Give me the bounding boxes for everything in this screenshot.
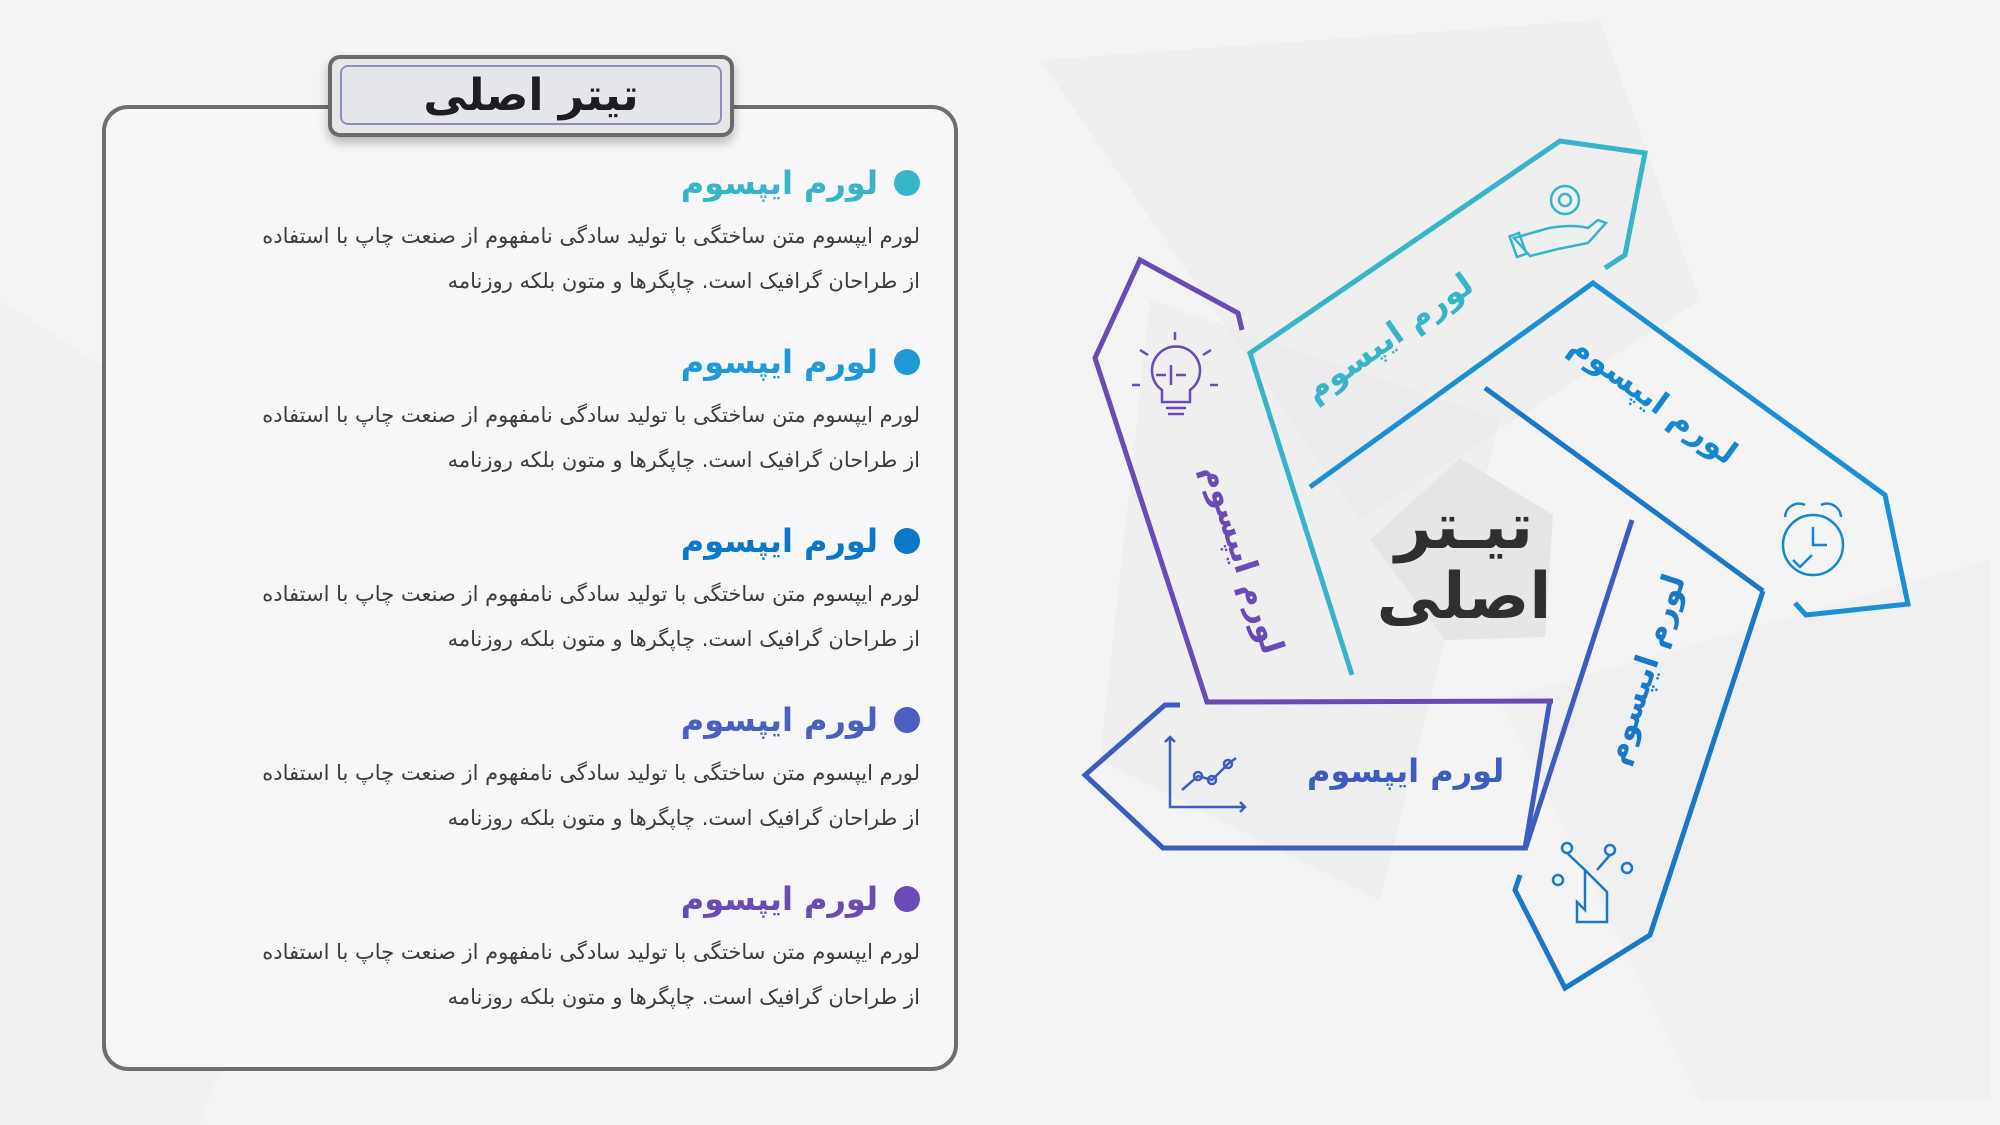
list-item [150,876,920,1020]
bullet-dot [894,349,920,375]
touch-network-icon [1553,843,1632,922]
panel-title-tab [328,55,734,137]
bullet-dot [894,170,920,196]
arm-label-2: لورم ایپسوم [1562,325,1745,473]
arm-label-1: لورم ایپسوم [1296,264,1481,410]
bullet-dot [894,528,920,554]
arm-label-5: لورم ایپسوم [1195,459,1293,659]
list-item [150,697,920,841]
bullet-dot [894,707,920,733]
item-title: لورم ایپسوم [680,343,878,381]
item-description: لورم ایپسوم متن ساختگی با تولید سادگی نامفهوم از صنعت چاپ با استفاده از طراحان گرافیک است. چاپگرها و متون بلکه روزنامه [262,940,920,1009]
gear-hand-icon [1510,186,1606,257]
item-description: لورم ایپسوم متن ساختگی با تولید سادگی نامفهوم از صنعت چاپ با استفاده از طراحان گرافیک است. چاپگرها و متون بلکه روزنامه [262,403,920,472]
center-title: تیـتر اصلی [1376,490,1552,634]
item-description: لورم ایپسوم متن ساختگی با تولید سادگی نامفهوم از صنعت چاپ با استفاده از طراحان گرافیک است. چاپگرها و متون بلکه روزنامه [262,582,920,651]
arm-label-4: لورم ایپسوم [1307,752,1505,790]
list-item [150,160,920,304]
lightbulb-icon [1132,332,1218,414]
list-item [150,339,920,483]
item-description: لورم ایپسوم متن ساختگی با تولید سادگی نامفهوم از صنعت چاپ با استفاده از طراحان گرافیک است. چاپگرها و متون بلکه روزنامه [262,761,920,830]
item-title: لورم ایپسوم [680,880,878,918]
panel-title: تیتر اصلی [423,69,639,121]
item-description: لورم ایپسوم متن ساختگی با تولید سادگی نامفهوم از صنعت چاپ با استفاده از طراحان گرافیک است. چاپگرها و متون بلکه روزنامه [262,224,920,293]
panel-title-frame [340,65,722,125]
arm-label-3: لورم ایپسوم [1596,569,1694,769]
item-title: لورم ایپسوم [680,701,878,739]
line-chart-icon [1165,737,1245,812]
list-item [150,518,920,662]
item-title: لورم ایپسوم [680,164,878,202]
alarm-clock-icon [1783,504,1843,575]
bullet-dot [894,886,920,912]
item-title: لورم ایپسوم [680,522,878,560]
